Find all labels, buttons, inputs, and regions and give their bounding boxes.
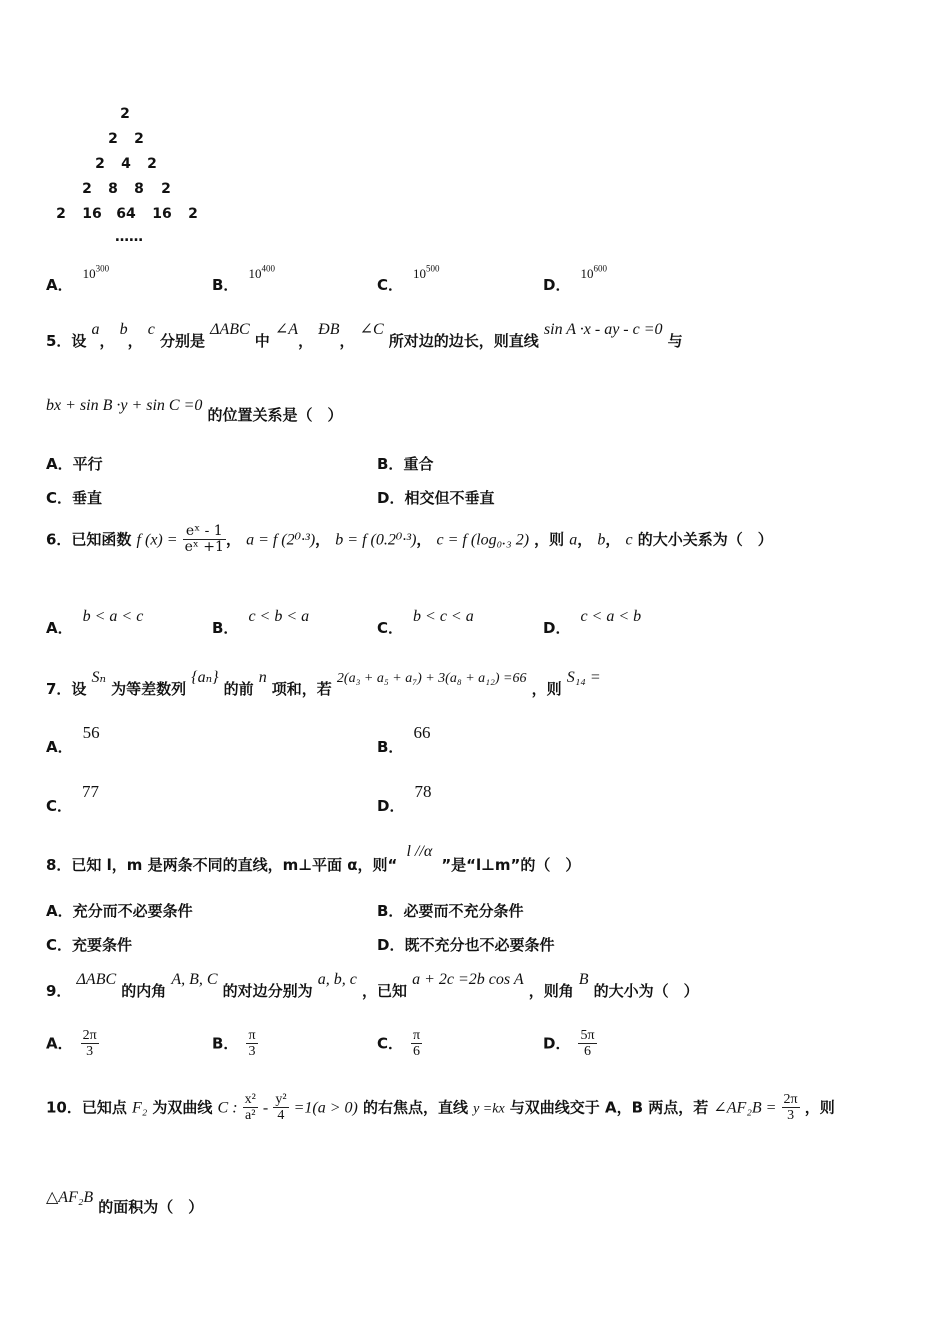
q10-number: 10．已知点 <box>46 1098 127 1117</box>
q7-stem <box>46 666 601 698</box>
option-text: c < b < a <box>248 608 310 625</box>
option-base: 10 <box>413 266 427 281</box>
math-expression: b = f (0.2⁰·³) <box>335 531 417 549</box>
option-text: 充分而不必要条件 <box>72 902 193 920</box>
option-label: A． <box>46 902 73 920</box>
math-var: F₂ <box>131 1099 148 1117</box>
math-angle: ∠AF₂B = <box>713 1099 777 1117</box>
fraction-denominator: 3 <box>248 1044 256 1060</box>
tri-cell: 2 <box>134 131 144 147</box>
option-text: 必要而不充分条件 <box>403 902 524 920</box>
stem-text: 中 <box>254 332 270 350</box>
stem-text: ，则角 <box>528 982 574 1000</box>
option-label: D． <box>543 276 571 294</box>
option-exp: 500 <box>426 263 440 274</box>
option-label: B． <box>377 738 404 756</box>
q6-option-a[interactable] <box>46 605 144 637</box>
math-function: f (x) = <box>136 531 178 549</box>
q7-option-a[interactable] <box>46 722 100 756</box>
stem-text: 8．已知 l，m 是两条不同的直线，m⊥平面 α，则“ <box>46 856 398 874</box>
option-label: D． <box>377 489 405 507</box>
option-label: D． <box>377 936 405 954</box>
option-fraction <box>578 1028 596 1060</box>
stem-text: 的右焦点，直线 <box>362 1098 468 1117</box>
math-angle: ÐB <box>318 321 340 338</box>
math-line-equation: bx + sin B ·y + sin C =0 <box>46 397 203 414</box>
q5-stem-line2 <box>46 394 343 424</box>
tri-cell: 16 <box>152 206 172 222</box>
stem-text: 为双曲线 <box>152 1098 213 1117</box>
option-exp: 300 <box>95 263 110 274</box>
option-label: A． <box>46 1034 73 1053</box>
q5-option-c[interactable] <box>46 487 102 508</box>
q6-stem: 6．已知函数 f (x) = $\frac{\text{eˣ - 1}}{\text{eˣ +1}}$ ， a = f (2⁰·³)， b = f (0.2⁰·³)， c = f (log₀.₃ 2) ，则 a， b， c 的大小关系为（ ） <box>46 523 773 556</box>
math-var: C : <box>217 1099 238 1117</box>
option-label: C． <box>46 936 73 954</box>
q7-option-c[interactable] <box>46 781 100 815</box>
stem-text: 项和，若 <box>271 680 332 698</box>
math-fraction <box>243 1092 258 1124</box>
math-triangle: △AF₂B <box>46 1189 94 1206</box>
q5-option-d[interactable] <box>377 487 494 508</box>
tri-dots: …… <box>115 229 143 245</box>
option-text: 相交但不垂直 <box>404 489 495 507</box>
q4-option-d[interactable] <box>543 262 607 294</box>
math-fraction <box>273 1092 288 1124</box>
q9-option-a[interactable] <box>46 1028 99 1060</box>
tri-cell: 8 <box>108 181 118 197</box>
option-label: B． <box>212 619 239 637</box>
q8-option-a[interactable] <box>46 900 193 921</box>
tri-cell: 8 <box>134 181 144 197</box>
tri-cell: 4 <box>121 156 131 172</box>
option-label: D． <box>377 797 405 815</box>
q9-number: 9． <box>46 982 72 1000</box>
fraction-numerator: eˣ - 1 <box>183 524 226 540</box>
math-var: b <box>119 321 128 338</box>
option-label: D． <box>543 619 571 637</box>
q5-option-a[interactable] <box>46 453 103 474</box>
math-expression: =1(a > 0) <box>293 1099 358 1117</box>
math-triangle: ΔABC <box>210 321 250 338</box>
option-text: 既不充分也不必要条件 <box>404 936 555 954</box>
tri-cell: 2 <box>56 206 66 222</box>
option-text: 78 <box>414 782 432 801</box>
q4-option-b[interactable] <box>212 262 275 294</box>
fraction-numerator: x² <box>244 1092 256 1107</box>
q5-number: 5．设 <box>46 332 87 350</box>
math-operator: - <box>262 1099 269 1117</box>
math-var: n <box>258 669 267 686</box>
option-label: B． <box>377 455 404 473</box>
fraction-denominator: 6 <box>583 1044 591 1060</box>
q10-stem-line1 <box>46 1092 835 1124</box>
math-var: c <box>147 321 155 338</box>
option-label: B． <box>212 276 239 294</box>
q8-option-c[interactable] <box>46 934 132 955</box>
fraction-numerator: 2π <box>783 1092 798 1107</box>
math-angles: A, B, C <box>171 971 218 988</box>
stem-text: ，已知 <box>361 982 407 1000</box>
stem-text: 分别是 <box>159 332 205 350</box>
option-base: 10 <box>580 266 594 281</box>
stem-text: ，则 <box>534 530 565 549</box>
math-condition: l //α <box>406 843 433 860</box>
option-label: B． <box>377 902 404 920</box>
option-label: C． <box>377 619 404 637</box>
q5-stem-line1: 5．设 a， b， c 分别是 ΔABC 中 ∠A， ÐB， ∠C 所对边的边长，则直线 sin A ·x - ay - c =0 与 <box>46 321 683 350</box>
option-label: C． <box>377 276 404 294</box>
stem-text: 与 <box>667 332 683 350</box>
stem-text: 的面积为（ ） <box>98 1198 204 1216</box>
math-angle: ∠A <box>274 321 299 338</box>
q7-option-b[interactable] <box>377 722 431 756</box>
math-line-equation: y =kx <box>473 1101 505 1117</box>
fraction-denominator: 3 <box>86 1044 94 1060</box>
option-label: C． <box>46 489 73 507</box>
tri-cell: 2 <box>188 206 198 222</box>
option-exp: 400 <box>261 263 275 274</box>
math-sides: a, b, c <box>317 971 357 988</box>
option-exp: 600 <box>593 263 607 274</box>
stem-text: ，则 <box>531 680 562 698</box>
math-equation: 2(a₃ + a₅ + a₇) + 3(a₈ + a₁₂) =66 <box>336 671 527 686</box>
option-text: 77 <box>82 782 100 801</box>
q9-option-c[interactable] <box>377 1028 422 1060</box>
option-label: C． <box>46 797 73 815</box>
math-expression: a = f (2⁰·³) <box>246 531 316 549</box>
fraction-denominator: 6 <box>413 1044 421 1060</box>
fraction-numerator: 2π <box>82 1028 97 1043</box>
tri-cell: 64 <box>116 206 136 222</box>
option-label: A． <box>46 455 73 473</box>
option-label: C． <box>377 1034 404 1053</box>
q10-stem-line2 <box>46 1186 204 1216</box>
q4-option-a[interactable] <box>46 262 110 294</box>
q8-option-b[interactable] <box>377 900 523 921</box>
option-text: b < a < c <box>82 608 144 625</box>
q6-option-b[interactable] <box>212 605 310 637</box>
q5-option-b[interactable] <box>377 453 433 474</box>
option-fraction <box>246 1028 257 1060</box>
stem-text: 与双曲线交于 A，B 两点，若 <box>509 1098 709 1117</box>
math-line-equation: sin A ·x - ay - c =0 <box>543 321 663 338</box>
option-label: A． <box>46 276 73 294</box>
option-fraction <box>81 1028 99 1060</box>
option-text: 56 <box>82 723 100 742</box>
fraction-denominator: eˣ +1 <box>184 539 224 556</box>
option-text: 充要条件 <box>72 936 133 954</box>
q9-option-d[interactable] <box>543 1028 597 1060</box>
q6-number: 6．已知函数 <box>46 530 132 549</box>
stem-text: 的对边分别为 <box>222 982 313 1000</box>
q6-option-d[interactable] <box>543 605 642 637</box>
math-var: b <box>597 531 606 549</box>
stem-text: ”是“l⊥m”的（ ） <box>441 856 581 874</box>
stem-text: ，则 <box>804 1098 835 1117</box>
tri-cell: 2 <box>95 156 105 172</box>
math-var: a <box>569 531 578 549</box>
stem-text: 的大小为（ ） <box>593 982 699 1000</box>
math-var: B <box>578 971 589 988</box>
q7-option-d[interactable] <box>377 781 432 815</box>
fraction-numerator: 5π <box>580 1028 595 1043</box>
math-var: Sₙ <box>91 669 107 686</box>
option-text: b < c < a <box>413 608 474 625</box>
math-angle: ∠C <box>359 321 384 338</box>
fraction-denominator: 4 <box>277 1108 285 1124</box>
tri-cell: 16 <box>82 206 102 222</box>
tri-cell: 2 <box>108 131 118 147</box>
option-label: A． <box>46 619 73 637</box>
fraction-denominator: 3 <box>787 1108 795 1124</box>
math-var: c <box>625 531 633 549</box>
fraction-numerator: y² <box>275 1092 287 1107</box>
tri-cell: 2 <box>120 106 130 122</box>
math-fraction <box>183 524 226 556</box>
tri-cell: 2 <box>147 156 157 172</box>
option-text: 66 <box>413 723 431 742</box>
option-label: B． <box>212 1034 239 1053</box>
option-text: 重合 <box>403 455 434 473</box>
fraction-denominator: a² <box>245 1108 256 1124</box>
option-text: 垂直 <box>72 489 103 507</box>
math-var: S₁₄ = <box>566 669 601 686</box>
option-label: A． <box>46 738 73 756</box>
tri-cell: 2 <box>82 181 92 197</box>
stem-text: 的内角 <box>121 982 167 1000</box>
option-text: c < a < b <box>580 608 642 625</box>
math-expression: c = f (log₀.₃ 2) <box>436 531 530 549</box>
fraction-numerator: π <box>248 1028 256 1043</box>
q9-stem <box>46 968 699 1000</box>
stem-text: 的大小关系为（ ） <box>637 530 773 549</box>
math-fraction <box>782 1092 800 1124</box>
stem-text: 的前 <box>223 680 254 698</box>
q8-stem <box>46 840 581 874</box>
math-triangle: ΔABC <box>76 971 117 988</box>
option-base: 10 <box>82 266 96 281</box>
stem-text: 为等差数列 <box>111 680 187 698</box>
q7-number: 7．设 <box>46 680 87 698</box>
math-equation: a + 2c =2b cos A <box>412 971 524 988</box>
q6-option-c[interactable] <box>377 605 474 637</box>
tri-cell: 2 <box>161 181 171 197</box>
stem-text: 的位置关系是（ ） <box>207 406 343 424</box>
option-text: 平行 <box>72 455 103 473</box>
q8-option-d[interactable] <box>377 934 554 955</box>
option-fraction <box>411 1028 422 1060</box>
option-base: 10 <box>248 266 262 281</box>
option-label: D． <box>543 1034 571 1053</box>
math-var: a <box>91 321 100 338</box>
fraction-numerator: π <box>413 1028 421 1043</box>
q9-option-b[interactable] <box>212 1028 258 1060</box>
q4-option-c[interactable] <box>377 262 440 294</box>
stem-text: 所对边的边长，则直线 <box>388 332 539 350</box>
math-sequence: {aₙ} <box>191 669 219 686</box>
